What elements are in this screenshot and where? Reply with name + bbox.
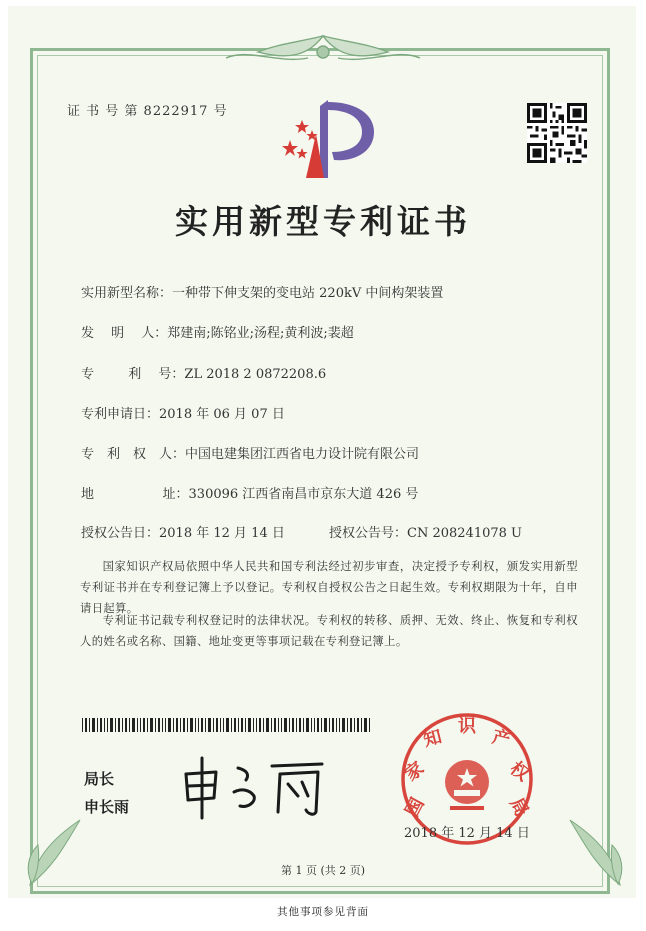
certificate-number-label: 证 书 号 第 <box>67 104 139 119</box>
field-grant-date <box>81 522 285 541</box>
field-application-date <box>81 403 285 422</box>
svg-text:知: 知 <box>421 726 444 751</box>
grant-statement: 国家知识产权局依照中华人民共和国专利法经过初步审查，决定授予专利权，颁发实用新型专利证书并在专利登记簿上予以登记。专利权自授权公告之日起生效。专利权期限为十年，自申请日起算。 <box>80 560 578 615</box>
legal-status-note: 专利证书记载专利权登记时的法律状况。专利权的转移、质押、无效、终止、恢复和专利权人的姓名或名称、国籍、地址变更等事项记载在专利登记簿上。 <box>80 614 578 648</box>
field-label: 专 利 权 人： <box>81 447 186 462</box>
field-value: CN 208241078 U <box>407 526 522 541</box>
field-value: 中国电建集团江西省电力设计院有限公司 <box>185 447 420 462</box>
field-value: 2018 年 12 月 14 日 <box>159 526 285 541</box>
field-patent-number <box>81 363 326 382</box>
field-label: 专利申请日： <box>81 407 160 422</box>
certificate-number <box>67 100 228 119</box>
barcode-icon <box>82 718 370 732</box>
page-number: 第 1 页 (共 2 页) <box>280 864 366 877</box>
field-value: 2018 年 06 月 07 日 <box>159 407 285 422</box>
svg-text:识: 识 <box>458 716 476 736</box>
svg-text:国: 国 <box>401 794 428 820</box>
field-label: 地 址： <box>81 487 189 502</box>
certificate-number-suffix: 号 <box>213 104 228 119</box>
field-label: 专 利 号： <box>81 367 185 382</box>
signatory-title: 局长 <box>84 770 115 788</box>
qr-code-icon <box>527 103 587 163</box>
svg-text:权: 权 <box>506 757 533 785</box>
footer-note: 其他事项参见背面 <box>277 906 369 918</box>
field-patentee <box>81 443 419 462</box>
svg-text:家: 家 <box>401 757 428 785</box>
seal-date: 2018 年 12 月 14 日 <box>404 826 530 841</box>
field-value: 一种带下伸支架的变电站 220kV 中间构架装置 <box>172 286 444 301</box>
page-title: 实用新型专利证书 <box>175 202 471 241</box>
field-utility-model-name <box>81 282 443 301</box>
field-label: 发 明 人： <box>81 326 168 341</box>
svg-text:产: 产 <box>490 726 513 751</box>
cnipa-logo-icon <box>276 96 380 180</box>
field-value: 郑建南;陈铭业;汤程;黄利波;裴超 <box>167 326 354 341</box>
field-value: ZL 2018 2 0872208.6 <box>184 367 327 382</box>
field-inventors <box>81 322 354 341</box>
certificate-number-value: 8222917 <box>143 104 209 119</box>
signatory-name: 申长雨 <box>84 798 130 816</box>
svg-text:局: 局 <box>506 794 533 820</box>
top-ornament <box>218 30 428 70</box>
field-label: 实用新型名称： <box>81 286 173 301</box>
handwritten-signature <box>176 752 336 822</box>
field-address <box>81 483 418 502</box>
field-value: 330096 江西省南昌市京东大道 426 号 <box>188 487 419 502</box>
field-label: 授权公告号： <box>329 526 408 541</box>
field-label: 授权公告日： <box>81 526 160 541</box>
field-grant-number <box>329 522 522 541</box>
